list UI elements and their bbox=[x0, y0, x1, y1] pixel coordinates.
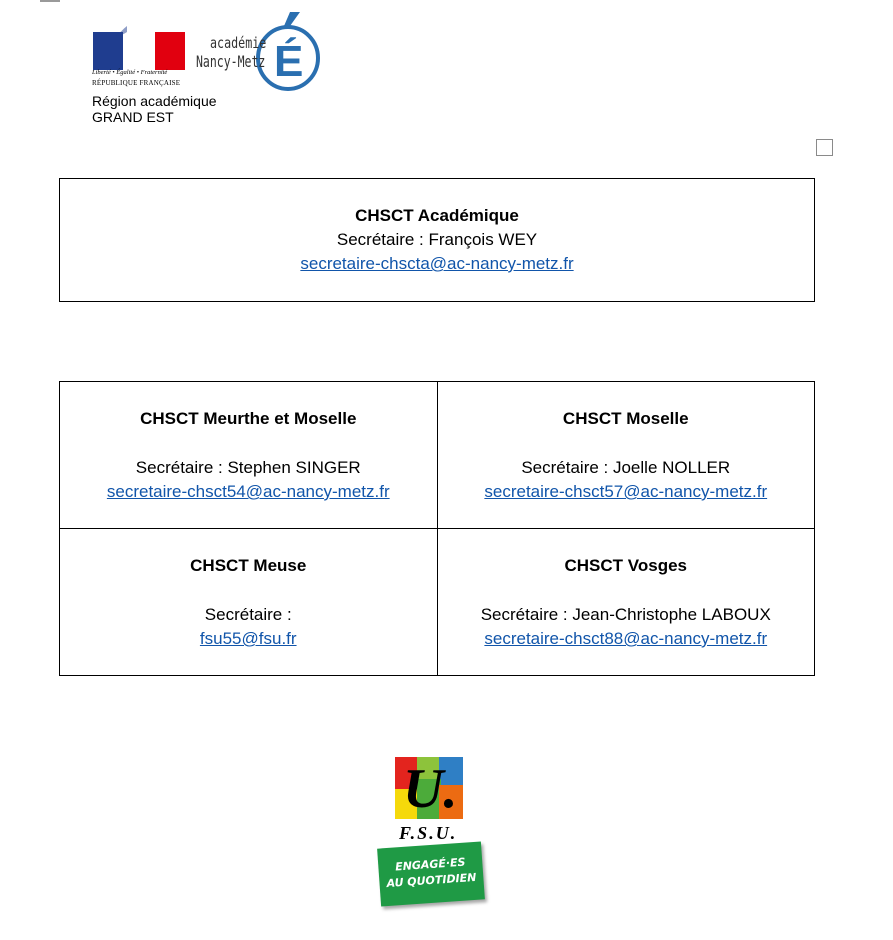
chsct-cell-55 bbox=[60, 529, 438, 676]
svg-text:É: É bbox=[274, 37, 304, 86]
chsct-academique-cell bbox=[60, 179, 815, 302]
chsct-55-secretary: Secrétaire : bbox=[204, 605, 292, 624]
chsct-57-secretary: Secrétaire : Joelle NOLLER bbox=[521, 458, 731, 477]
chsct-57-email-link[interactable]: secretaire-chsct57@ac-nancy-metz.fr bbox=[484, 482, 768, 501]
academie-label: académie bbox=[210, 34, 267, 52]
chsct-54-secretary: Secrétaire : Stephen SINGER bbox=[135, 458, 361, 477]
chsct-cell-54 bbox=[60, 382, 438, 529]
academie-logo bbox=[194, 10, 326, 94]
republic-motto: Liberté • Égalité • Fraternité bbox=[92, 69, 168, 76]
chsct-academique-secretary: Secrétaire : François WEY bbox=[336, 230, 538, 249]
fsu-slogan-stamp bbox=[377, 841, 485, 906]
chsct-cell-57 bbox=[437, 382, 815, 529]
chsct-57-title: CHSCT Moselle bbox=[562, 409, 689, 428]
chsct-departements-table bbox=[59, 381, 815, 676]
chsct-88-title: CHSCT Vosges bbox=[564, 556, 687, 575]
chsct-academique-title: CHSCT Académique bbox=[355, 206, 519, 225]
region-line-1: Région académique bbox=[92, 93, 217, 109]
fsu-logo bbox=[377, 755, 489, 913]
region-line-2: GRAND EST bbox=[92, 109, 174, 125]
chsct-55-email-link[interactable]: fsu55@fsu.fr bbox=[199, 629, 297, 648]
chsct-88-email-link[interactable]: secretaire-chsct88@ac-nancy-metz.fr bbox=[484, 629, 768, 648]
page-corner-mark bbox=[40, 0, 60, 2]
fsu-slogan-line-1: ENGAGÉ·ES bbox=[394, 855, 466, 874]
chsct-academique-email-link[interactable]: secretaire-chscta@ac-nancy-metz.fr bbox=[300, 254, 574, 273]
chsct-54-title: CHSCT Meurthe et Moselle bbox=[140, 409, 357, 428]
academie-city: Nancy-Metz bbox=[196, 52, 266, 71]
chsct-academique-table bbox=[59, 178, 815, 302]
republic-name: RÉPUBLIQUE FRANÇAISE bbox=[92, 79, 181, 87]
fsu-u-letter: U. bbox=[403, 758, 458, 820]
chsct-88-secretary: Secrétaire : Jean-Christophe LABOUX bbox=[480, 605, 771, 624]
chsct-55-title: CHSCT Meuse bbox=[190, 556, 307, 575]
selection-box[interactable] bbox=[816, 139, 833, 156]
marianne-profile-icon bbox=[114, 12, 150, 46]
chsct-cell-88 bbox=[437, 529, 815, 676]
institution-logo bbox=[90, 10, 330, 130]
chsct-54-email-link[interactable]: secretaire-chsct54@ac-nancy-metz.fr bbox=[106, 482, 390, 501]
fsu-slogan-line-2: AU QUOTIDIEN bbox=[386, 870, 477, 891]
fsu-name: F.S.U. bbox=[399, 823, 458, 843]
